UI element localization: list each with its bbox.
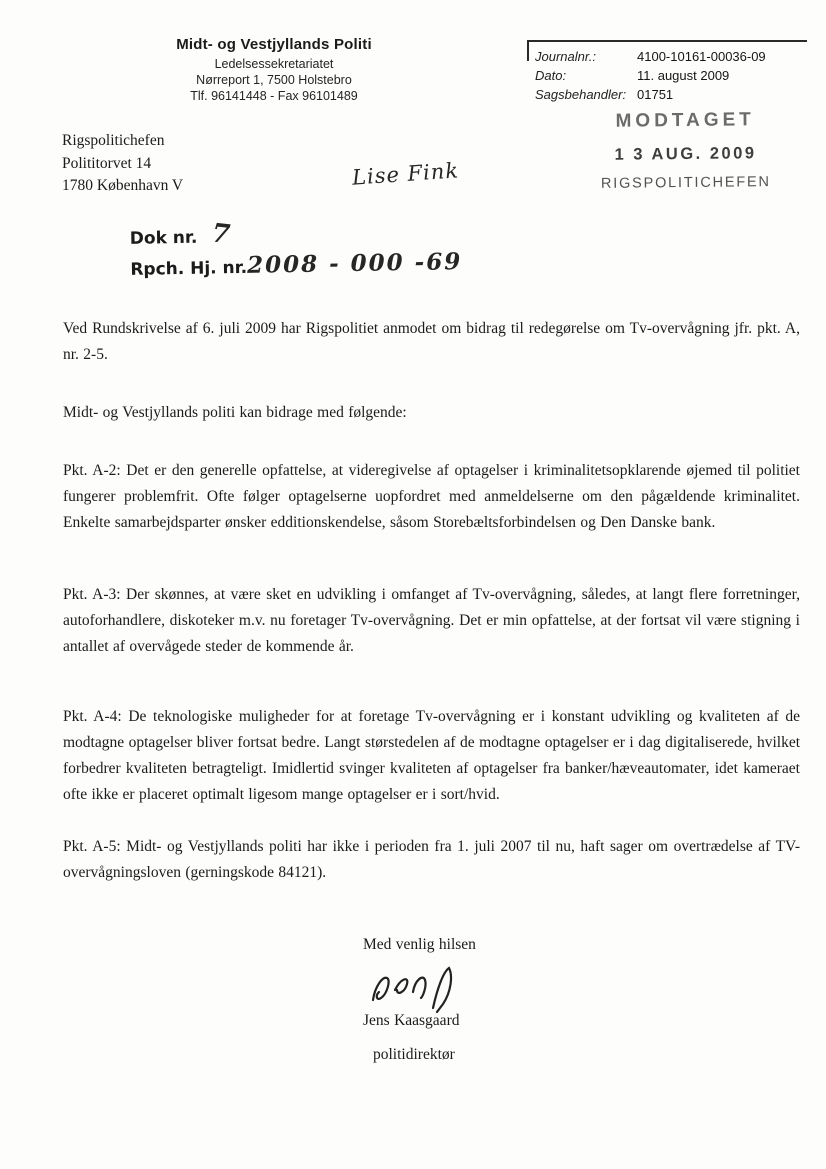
- body-paragraph: Pkt. A-5: Midt- og Vestjyllands politi har ikke i perioden fra 1. juli 2007 til nu, haft sager om overtrædelse af TV-overvågningsloven (gerningskode 84121).: [63, 838, 800, 881]
- handwritten-name: Lise Fink: [351, 158, 460, 190]
- sender-name: Jens Kaasgaard: [363, 1012, 460, 1029]
- sender-title: politidirektør: [373, 1046, 455, 1063]
- department-line: Ledelsessekretariatet: [214, 57, 334, 71]
- address-line: Nørreport 1, 7500 Holstebro: [196, 73, 352, 87]
- stamp-modtaget: MODTAGET: [615, 109, 755, 132]
- dok-nr-label: Dok nr.: [129, 227, 198, 249]
- closing-block: [363, 932, 800, 1068]
- dato-label: Dato:: [535, 68, 567, 83]
- letter-body: [63, 316, 800, 1068]
- stamp-rigspolitichefen: RIGSPOLITICHEFEN: [600, 174, 771, 192]
- rpch-journal-label: Rpch. Hj. nr.: [130, 257, 248, 280]
- recipient-line: 1780 København V: [62, 177, 184, 194]
- rpch-journal-line: [130, 248, 462, 281]
- journal-row: [535, 66, 807, 85]
- org-name: Midt- og Vestjyllands Politi: [176, 36, 372, 53]
- journal-row: [535, 47, 807, 66]
- recipient-line: Polititorvet 14: [62, 154, 152, 172]
- body-paragraph: Pkt. A-2: Det er den generelle opfattelse, at videregivelse af optagelser i kriminalitetsopklarende øjemed til politiet fungerer problemfrit. Ofte følger optagelserne uopfordret med anmeldelserne om den pågældende kriminalitet. Enkelte samarbejdsparter ønsker edditionskendelse, såsom Storebæltsforbindelsen og Den Danske bank.: [63, 462, 800, 531]
- dok-nr-value: 7: [209, 218, 231, 251]
- sagsbehandler-value: 01751: [637, 87, 674, 102]
- dato-value: 11. august 2009: [637, 68, 730, 83]
- body-paragraph: Pkt. A-3: Der skønnes, at være sket en udvikling i omfanget af Tv-overvågning, således, at langt flere forretninger, autoforhandlere, diskoteker m.v. nu foretager Tv-overvågning. Det er min opfattelse, at der fortsat vil være stigning i antallet af overvågede steder de kommende år.: [63, 586, 800, 655]
- journal-row: [535, 85, 807, 104]
- body-paragraph: Midt- og Vestjyllands politi kan bidrage med følgende:: [63, 404, 407, 421]
- sagsbehandler-label: Sagsbehandler:: [535, 87, 627, 102]
- recipient-line: Rigspolitichefen: [62, 132, 165, 149]
- journalnr-label: Journalnr.:: [535, 49, 596, 64]
- letterhead: [118, 36, 430, 104]
- rpch-journal-value: 2008 - 000 -69: [246, 248, 463, 279]
- stamp-date: 1 3 AUG. 2009: [614, 144, 757, 164]
- received-stamp: [578, 109, 794, 192]
- dok-nr-line: [130, 215, 462, 251]
- body-paragraph: Ved Rundskrivelse af 6. juli 2009 har Rigspolitiet anmodet om bidrag til redegørelse om Tv-overvågning jfr. pkt. A, nr. 2-5.: [63, 320, 800, 363]
- phone-fax-line: Tlf. 96141448 - Fax 96101489: [190, 89, 358, 103]
- body-paragraph: Pkt. A-4: De teknologiske muligheder for at foretage Tv-overvågning er i konstant udvikling og kvaliteten af de modtagne optagelser bliver fortsat bedre. Langt størstedelen af de modtagne optagelser er i dag digitaliserede, hvilket forbedrer kvaliteten betragteligt. Imidlertid svinger kvaliteten af optagelser fra banker/hæveautomater, idet kameraet ofte ikke er placeret optimalt ligesom mange optagelser er i sort/hvid.: [63, 708, 800, 803]
- dok-nr-annotation: [130, 215, 463, 281]
- salutation: Med venlig hilsen: [363, 936, 476, 953]
- recipient-address: [62, 130, 183, 198]
- journal-info-box: [527, 40, 807, 104]
- journalnr-value: 4100-10161-00036-09: [637, 49, 766, 64]
